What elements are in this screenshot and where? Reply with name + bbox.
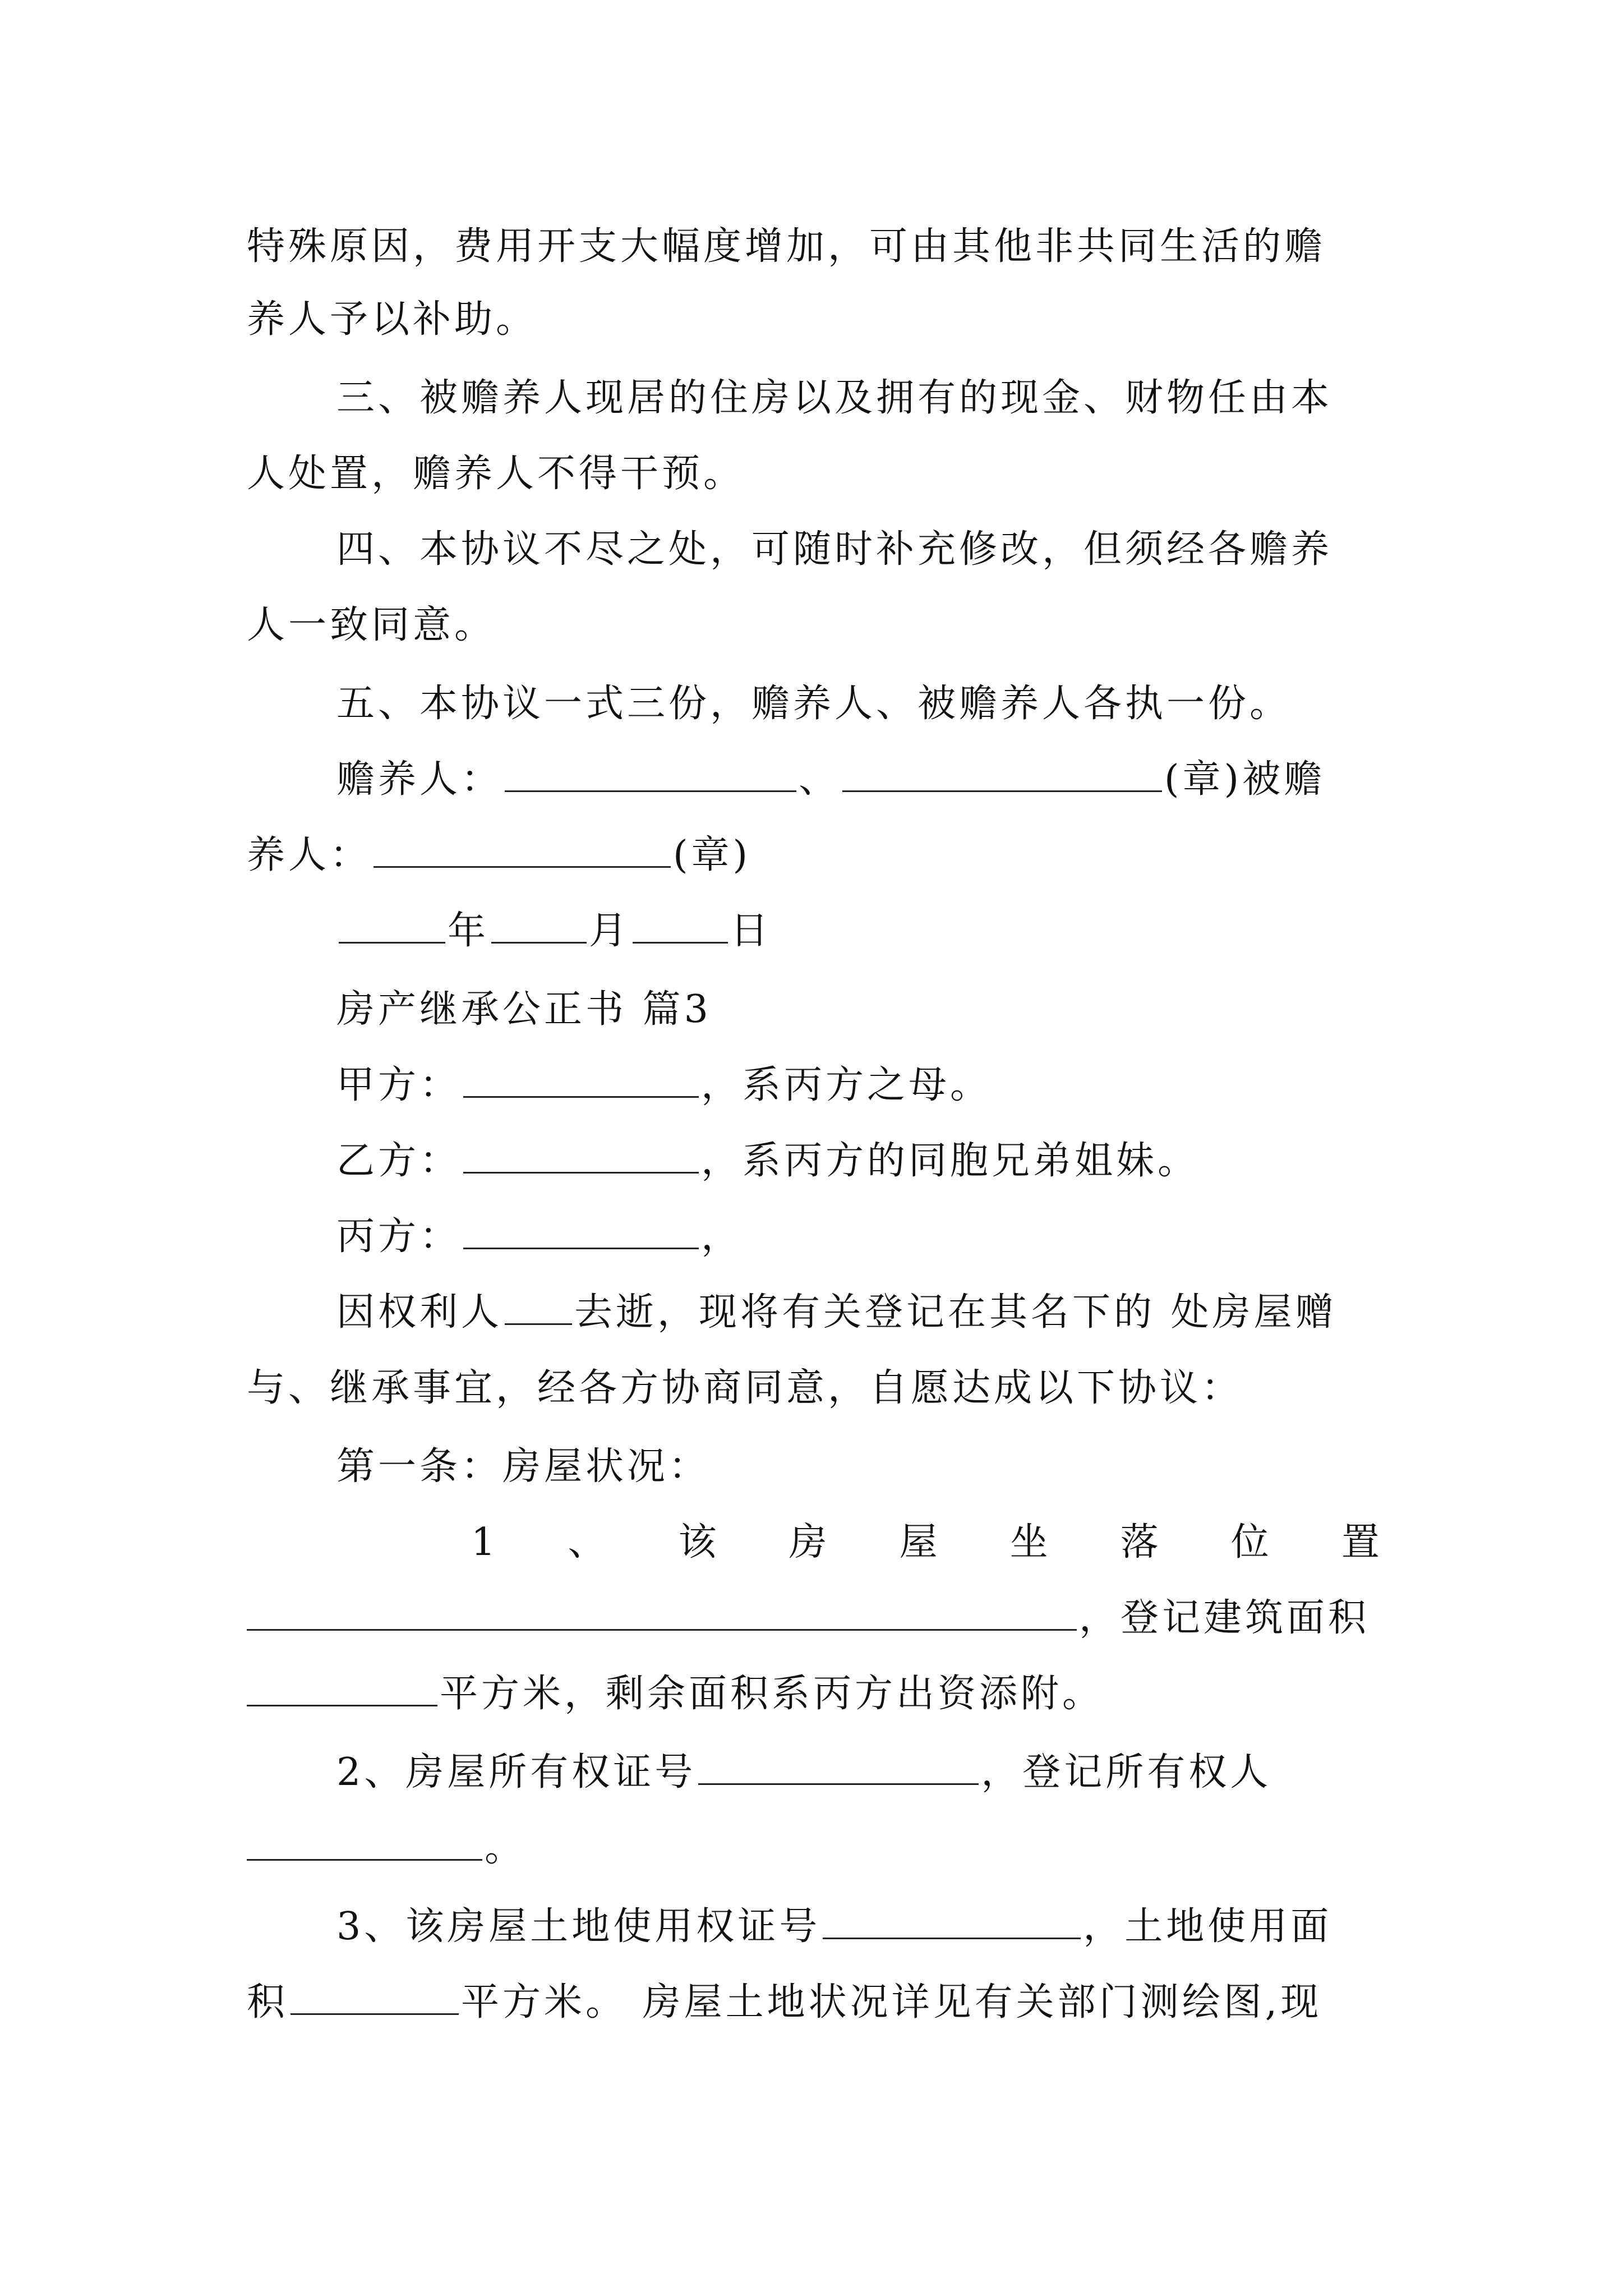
blank-field [291,1981,459,2015]
blank-field [633,909,728,944]
text-line: 人处置，赡养人不得干预。 [247,452,745,496]
label: 乙方： [336,1139,462,1183]
article-heading: 第一条：房屋状况： [336,1444,711,1489]
text: ，系丙方的同胞兄弟姐妹。 [701,1139,1200,1183]
year-label: 年 [448,909,490,953]
text: ，土地使用面 [1083,1904,1332,1949]
text: 。 [485,1826,527,1870]
char: 落 [1120,1520,1159,1565]
text-line [336,1287,1469,1338]
blank-field [698,1751,979,1785]
blank-field [463,1215,699,1249]
seal-label: (章)被赡 [1164,757,1326,802]
blank-field [505,758,796,792]
text-line: 五、本协议一式三份，赡养人、被赡养人各执一份。 [336,682,1292,726]
blank-field [247,1826,482,1861]
text-line [247,1977,1380,2028]
blank-field [339,909,445,944]
blank-field [247,1672,437,1706]
text-line: 养人予以补助。 [247,297,538,342]
signature-line [336,754,1469,805]
char: 房 [789,1520,827,1565]
text-line: 四、本协议不尽之处，可随时补充修改，但须经各赡养 [336,527,1333,572]
text: 3、该房屋土地使用权证号 [336,1904,821,1949]
text-line: 三、被赡养人现居的住房以及拥有的现金、财物任由本 [336,376,1333,420]
char: 坐 [1009,1520,1048,1565]
text-line [247,1593,1380,1644]
char: 屋 [899,1520,938,1565]
label: 赡养人： [336,757,503,802]
char: 、 [568,1520,606,1565]
char: 位 [1230,1520,1269,1565]
text: ，登记所有权人 [981,1750,1272,1795]
text: 去逝，现将有关登记在其名下的 处房屋赠 [574,1290,1337,1335]
signature-line [247,830,1380,881]
blank-field [842,758,1162,792]
char: 置 [1341,1520,1380,1565]
blank-field [463,1139,699,1174]
char: 该 [678,1520,717,1565]
party-line [336,1136,1469,1186]
text: 因权利人 [336,1290,503,1335]
section-heading: 房产继承公正书 篇3 [336,987,712,1032]
seal-label: (章) [673,833,751,877]
text-line [336,1902,1469,1952]
blank-field [823,1905,1081,1939]
separator: 、 [799,757,841,802]
text-line [336,1747,1469,1798]
text: ，系丙方之母。 [701,1063,992,1107]
label: 养人： [247,833,372,877]
text-line: 特殊原因，费用开支大幅度增加，可由其他非共同生活的赡 [247,224,1326,269]
party-line [336,1060,1469,1111]
spread-line [471,1517,1380,1568]
label: 丙方： [336,1214,462,1259]
label: 甲方： [336,1063,462,1107]
text-line: 与、继承事宜，经各方协商同意，自愿达成以下协议： [247,1366,1243,1410]
text: 2、房屋所有权证号 [336,1750,697,1795]
text-line [247,1823,1380,1874]
text: ，登记建筑面积 [1079,1596,1370,1640]
text-line: 人一致同意。 [247,603,496,647]
day-label: 日 [730,909,772,953]
blank-field [247,1596,1077,1631]
blank-field [491,909,587,944]
text: 平方米。 房屋土地状况详见有关部门测绘图,现 [461,1980,1322,2024]
blank-field [505,1291,572,1325]
blank-field [374,834,671,868]
text: 积 [247,1980,289,2024]
date-line [336,906,1469,956]
text-line [247,1669,1380,1719]
text: ， [701,1214,743,1259]
party-line [336,1212,1469,1262]
text: 平方米，剩余面积系丙方出资添附。 [440,1672,1104,1716]
blank-field [463,1064,699,1098]
month-label: 月 [589,909,631,953]
char: 1 [471,1520,496,1565]
